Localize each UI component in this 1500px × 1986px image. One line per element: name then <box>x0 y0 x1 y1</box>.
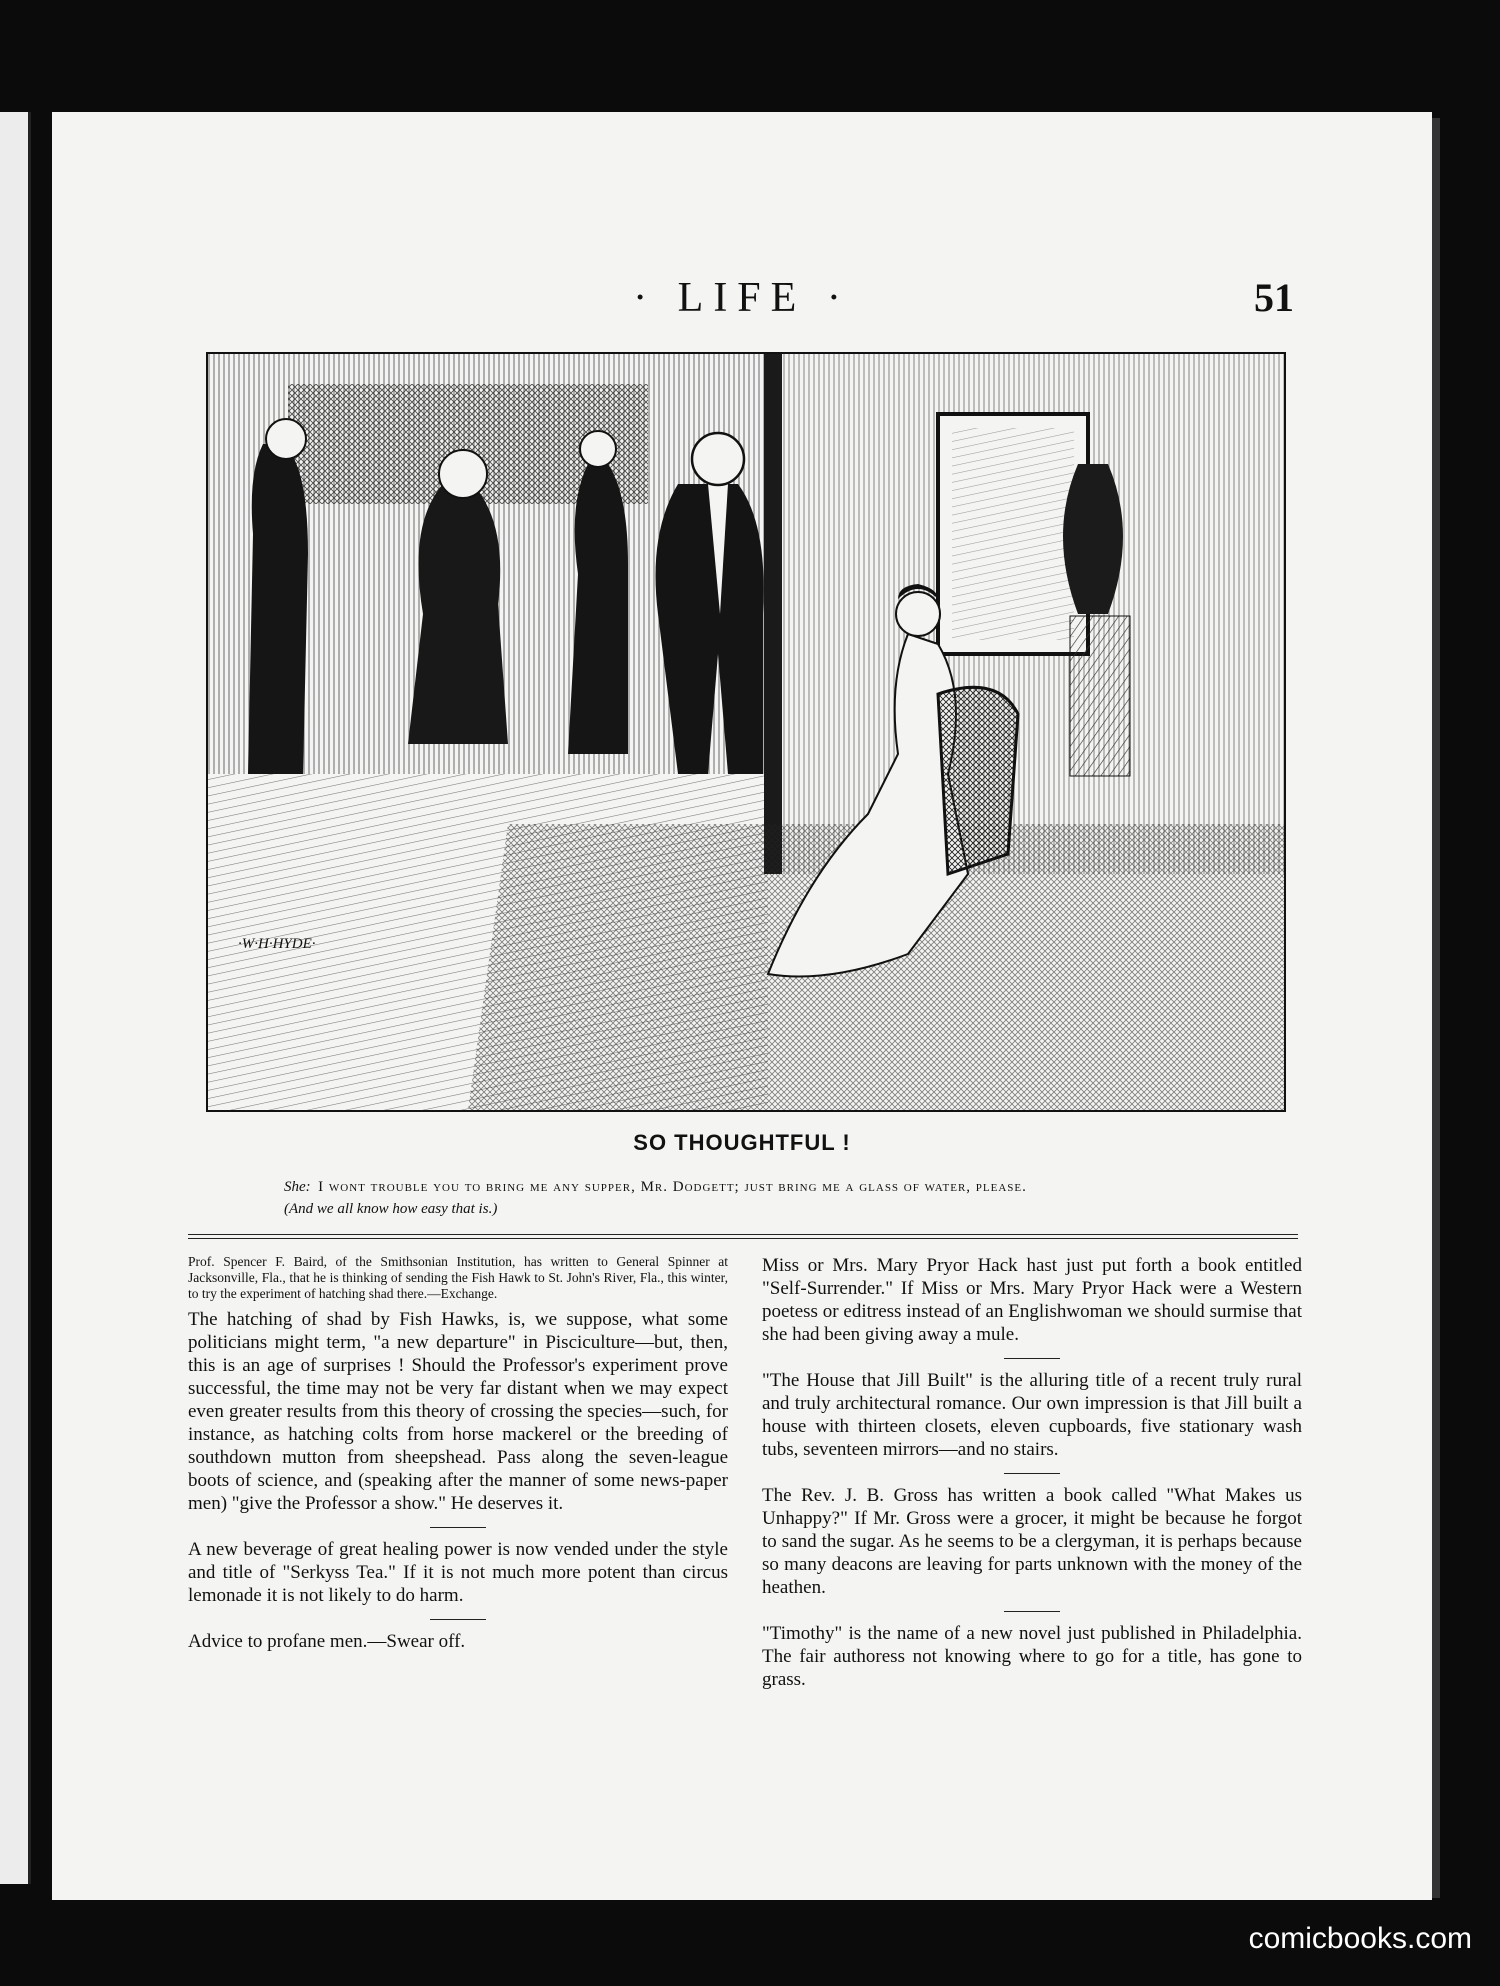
article-quote-baird: Prof. Spencer F. Baird, of the Smithsonian Institution, has written to General Spinner at Jacksonville, Fla., that he is thinking of sending the Fish Hawk to St. John's River, Fla., this winter, to try the experiment of hatching shad there.—Exchange. <box>188 1254 728 1301</box>
illustration-drawing <box>208 354 1284 1110</box>
article-self-surrender: Miss or Mrs. Mary Pryor Hack hast just put forth a book entitled "Self-Surrender." If Miss or Mrs. Mary Pryor Hack were a Western poetess or editress instead of an Englishwoman we should surmise that she had been giving away a mule. <box>762 1255 1302 1345</box>
section-rule-top <box>188 1234 1298 1235</box>
section-rule-bottom <box>188 1238 1298 1239</box>
article-serkyss-tea: A new beverage of great healing power is now vended under the style and title of "Serkyss Tea." If it is not much more potent than circus lemonade it is not likely to do harm. <box>188 1539 728 1606</box>
article-shad-hatching: The hatching of shad by Fish Hawks, is, we suppose, what some politicians might term, "a new departure" in Pisciculture—but, then, this is an age of surprises ! Should the Professor's experiment prove successful, the time may not be very far distant when we may expect even greater results from this theory of crossing the species—such, for instance, as hatching colts from horse mackerel or the breeding of southdown mutton from sheepshead. Pass along the seven-league boots of science, and (speaking after the manner of some news-paper men) "give the Professor a show." He deserves it. <box>188 1309 728 1514</box>
caption-aside: (And we all know how easy that is.) <box>284 1201 498 1217</box>
caption-speaker: She: <box>284 1179 311 1195</box>
cartoon-caption-text <box>284 1176 1284 1220</box>
left-column <box>188 1254 728 1653</box>
cartoon-caption-title: SO THOUGHTFUL ! <box>633 1130 851 1155</box>
right-column <box>762 1254 1302 1691</box>
article-timothy-novel: "Timothy" is the name of a new novel just published in Philadelphia. The fair authoress not knowing where to go for a title, has gone to grass. <box>762 1623 1302 1690</box>
separator <box>1004 1473 1060 1474</box>
article-rev-gross: The Rev. J. B. Gross has written a book called "What Makes us Unhappy?" If Mr. Gross were a grocer, it might be because he forgot to sand the sugar. As he seems to be a clergyman, it is perhaps because so many deacons are leaving for parts unknown with the money of the heathen. <box>762 1485 1302 1598</box>
article-advice-swear-off: Advice to profane men.—Swear off. <box>188 1631 466 1652</box>
article-house-jill-built: "The House that Jill Built" is the alluring title of a recent truly rural and truly architectural romance. Our own impression is that Jill built a house with thirteen closets, eleven cupboards, five stationary wash tubs, seventeen mirrors—and no stairs. <box>762 1370 1302 1460</box>
previous-page-edge <box>0 112 31 1884</box>
caption-dialogue: I wont trouble you to bring me any supper, Mr. Dodgett; just bring me a glass of water, please. <box>318 1179 1027 1195</box>
magazine-page <box>52 112 1432 1900</box>
separator <box>1004 1611 1060 1612</box>
masthead-title: · LIFE · <box>633 275 851 321</box>
separator <box>430 1527 486 1528</box>
separator <box>1004 1358 1060 1359</box>
illustrator-signature: ·W·H·HYDE· <box>238 936 316 952</box>
page-number: 51 <box>1254 275 1294 320</box>
site-watermark: comicbooks.com <box>1248 1922 1472 1955</box>
separator <box>430 1619 486 1620</box>
cartoon-illustration <box>206 352 1286 1112</box>
page-edge-shadow <box>1432 118 1440 1898</box>
